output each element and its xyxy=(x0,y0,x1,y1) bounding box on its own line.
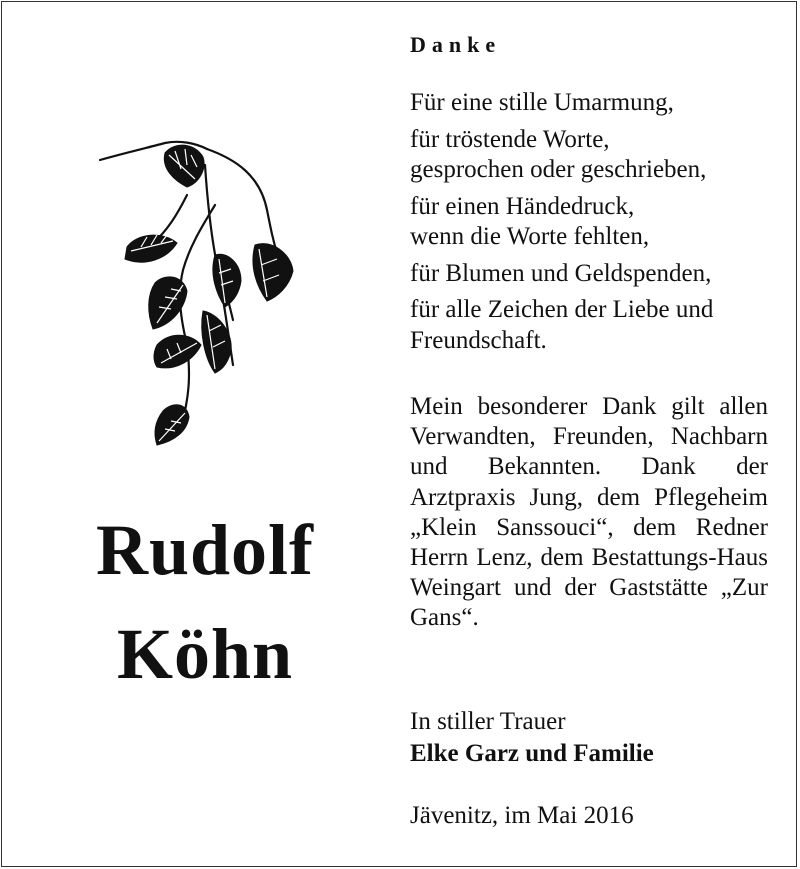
poem-line: Für eine stille Umarmung, xyxy=(410,89,674,116)
poem-line: für tröstende Worte, xyxy=(410,125,610,153)
poem-line: für Blumen und Geldspenden, xyxy=(410,259,712,287)
family-signature: Elke Garz und Familie xyxy=(410,740,654,767)
poem-line: Freundschaft. xyxy=(410,326,547,354)
thanks-paragraph: Mein besonderer Dank gilt allen Verwandten, Freunden, Nachbarn und Bekannten. Dank der Arztpraxis Jung, dem Pflegeheim „Klein Sanssouci“, dem Redner Herrn Lenz, dem Bestattungs-Haus Weingart und der Gaststätte „Zur Gans“. xyxy=(410,393,768,632)
place-date: Jävenitz, im Mai 2016 xyxy=(410,802,634,829)
poem-line: gesprochen oder geschrieben, xyxy=(410,156,707,183)
heading-thanks: Danke xyxy=(410,32,502,57)
poem-line: für alle Zeichen der Liebe und xyxy=(410,296,714,323)
deceased-last-name: Köhn xyxy=(116,614,294,694)
closing-line: In stiller Trauer xyxy=(410,708,566,735)
birch-branch-icon xyxy=(95,135,305,455)
poem-block xyxy=(410,88,768,356)
closing-block xyxy=(410,706,768,770)
poem-line: für einen Händedruck, xyxy=(410,192,635,220)
deceased-first-name: Rudolf xyxy=(95,510,315,590)
poem-line: wenn die Worte fehlten, xyxy=(410,223,650,250)
